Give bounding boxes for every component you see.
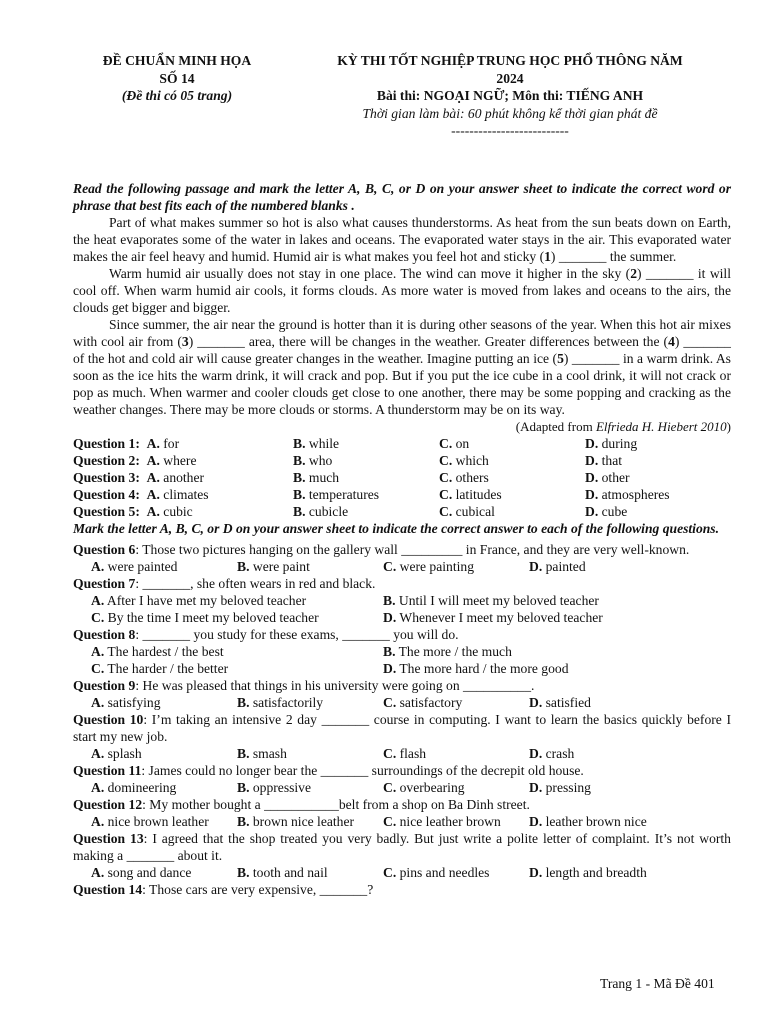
question-8-options-row1 [73, 643, 731, 660]
option-letter: B. [383, 593, 396, 608]
exam-subject: Bài thi: NGOẠI NGỮ; Môn thi: TIẾNG ANH [376, 88, 644, 103]
passage-source [73, 418, 731, 435]
section1-instruction: Read the following passage and mark the letter A, B, C, or D on your answer sheet to indicate the correct word or phrase that best fits each of the numbered blanks . [73, 181, 731, 213]
question-12 [73, 796, 731, 813]
option-c[interactable]: latitudes [455, 487, 502, 502]
option-letter: D. [529, 695, 543, 710]
option-c[interactable]: flash [399, 746, 427, 761]
question-10 [73, 711, 731, 745]
exam-set-title: ĐỀ CHUẨN MINH HỌA [102, 53, 252, 68]
exam-content [73, 180, 731, 898]
option-a[interactable]: where [163, 453, 197, 468]
page-footer: Trang 1 - Mã Đề 401 [600, 976, 715, 991]
exam-set-number: SỐ 14 [159, 70, 195, 86]
blank-number: 4 [668, 334, 675, 349]
option-a[interactable]: cubic [163, 504, 193, 519]
question-1: Question 1: A. for B. while C. on D. during [73, 436, 638, 451]
option-d[interactable]: cube [601, 504, 628, 519]
option-letter: C. [383, 865, 397, 880]
questions-1-5 [73, 435, 731, 520]
question-11-options [73, 779, 731, 796]
passage-text: Since summer, the air near the ground is hotter than it is during other seasons of the year. When this hot air mixes with cool air from ( [73, 317, 731, 349]
passage-text: Warm humid air usually does not stay in one place. The wind can move it higher in the sky ( [109, 266, 631, 281]
option-c[interactable]: The harder / the better [107, 661, 229, 676]
option-letter: C. [383, 814, 397, 829]
option-b[interactable]: who [308, 453, 333, 468]
option-letter: A. [146, 453, 160, 468]
exam-title: KỲ THI TỐT NGHIỆP TRUNG HỌC PHỔ THÔNG NĂM [337, 53, 683, 68]
option-letter: B. [237, 746, 250, 761]
option-letter: D. [383, 610, 397, 625]
option-letter: A. [91, 593, 105, 608]
passage-text: ) _______ in a warm drink. As soon as the ice hits the warm drink, it will crack and pop. But if you put the ice cube in a cool drink, it will not crack or pop as much. When warmer and cooler clouds get close to one another, there may be some popping and cracking as the weather changes. There may be more clouds or storms. A thunderstorm may be on its way. [73, 351, 731, 417]
question-label: Question 12 [73, 797, 143, 812]
question-5: Question 5: A. cubic B. cubicle C. cubical D. cube [73, 504, 628, 519]
option-d[interactable]: satisfied [545, 695, 591, 710]
question-stem: : Those two pictures hanging on the gallery wall _________ in France, and they are very well-known. [135, 542, 690, 557]
option-letter: B. [237, 865, 250, 880]
option-d[interactable]: other [601, 470, 630, 485]
option-b[interactable]: The more / the much [398, 644, 512, 659]
option-b[interactable]: while [308, 436, 340, 451]
question-label: Question 11 [73, 763, 142, 778]
question-10-options [73, 745, 731, 762]
question-label: Question 9 [73, 678, 136, 693]
option-letter: C. [383, 746, 397, 761]
option-d[interactable]: pressing [545, 780, 591, 795]
option-letter: B. [293, 504, 306, 519]
option-letter: A. [91, 865, 105, 880]
option-letter: C. [91, 610, 105, 625]
option-d[interactable]: crash [545, 746, 575, 761]
question-label: Question 14 [73, 882, 143, 897]
option-c[interactable]: pins and needles [399, 865, 490, 880]
passage-text: ) _______ of the hot and cold air will cause greater changes in the weather. Imagine putting an ice ( [73, 334, 731, 366]
option-letter: B. [237, 780, 250, 795]
question-label: Question 10 [73, 712, 144, 727]
option-letter: C. [91, 661, 105, 676]
section2-instruction: Mark the letter A, B, C, or D on your answer sheet to indicate the correct answer to each of the following questions. [73, 521, 719, 536]
option-d[interactable]: length and breadth [545, 865, 647, 880]
question-8-options-row2 [73, 660, 731, 677]
option-letter: B. [383, 644, 396, 659]
passage-text: ) _______ the summer. [550, 249, 677, 264]
source-suffix: ) [726, 419, 731, 434]
option-b[interactable]: much [308, 470, 340, 485]
question-stem: : My mother bought a ___________belt from a shop on Ba Dinh street. [142, 797, 530, 812]
option-letter: D. [529, 559, 543, 574]
question-stem: : James could no longer bear the _______ surroundings of the decrepit old house. [141, 763, 584, 778]
question-9-options [73, 694, 731, 711]
question-9 [73, 677, 731, 694]
question-label: Question 3 [73, 470, 136, 485]
option-letter: A. [146, 487, 160, 502]
option-letter: C. [439, 487, 453, 502]
option-d[interactable]: Whenever I meet my beloved teacher [399, 610, 603, 625]
option-c[interactable]: on [455, 436, 470, 451]
exam-duration: Thời gian làm bài: 60 phút không kể thời gian phát đề [362, 105, 658, 121]
option-letter: A. [91, 814, 105, 829]
question-label: Question 2 [73, 453, 136, 468]
option-letter: D. [585, 487, 599, 502]
option-a[interactable]: splash [107, 746, 142, 761]
option-b[interactable]: satisfactorily [252, 695, 324, 710]
blank-number: 5 [557, 351, 564, 366]
option-letter: B. [237, 695, 250, 710]
option-a[interactable]: climates [163, 487, 209, 502]
option-letter: D. [585, 470, 599, 485]
header-divider: -------------------------- [451, 123, 569, 138]
passage-text: ) _______ area, there will be changes in the weather. Greater differences between the ( [188, 334, 669, 349]
option-b[interactable]: smash [252, 746, 287, 761]
option-a[interactable]: for [163, 436, 180, 451]
question-11 [73, 762, 731, 779]
option-letter: C. [383, 559, 397, 574]
option-letter: B. [293, 470, 306, 485]
option-c[interactable]: overbearing [399, 780, 465, 795]
option-c[interactable]: were painting [399, 559, 474, 574]
option-letter: D. [529, 780, 543, 795]
option-letter: A. [91, 746, 105, 761]
option-d[interactable]: during [601, 436, 638, 451]
question-6 [73, 541, 731, 558]
option-letter: B. [293, 436, 306, 451]
question-stem: : _______ you study for these exams, _______ you will do. [135, 627, 459, 642]
option-b[interactable]: tooth and nail [252, 865, 328, 880]
option-a[interactable]: nice brown leather [107, 814, 209, 829]
option-letter: A. [91, 644, 105, 659]
option-b[interactable]: brown nice leather [252, 814, 355, 829]
question-stem: : I agreed that the shop treated you very badly. But just write a polite letter of complaint. It’s not worth making a _______ about it. [73, 831, 731, 863]
option-letter: C. [383, 695, 397, 710]
option-letter: D. [529, 746, 543, 761]
option-letter: D. [529, 814, 543, 829]
blank-number: 2 [630, 266, 637, 281]
option-d[interactable]: The more hard / the more good [399, 661, 569, 676]
option-letter: C. [439, 453, 453, 468]
option-d[interactable]: that [601, 453, 623, 468]
blank-number: 3 [181, 334, 189, 349]
option-letter: A. [146, 436, 160, 451]
question-7-options-row1 [73, 592, 731, 609]
passage-paragraph-2 [73, 265, 731, 316]
question-6-options [73, 558, 731, 575]
option-letter: B. [293, 487, 306, 502]
question-7-options-row2 [73, 609, 731, 626]
option-d[interactable]: atmospheres [601, 487, 670, 502]
option-letter: A. [91, 559, 105, 574]
option-a[interactable]: another [163, 470, 205, 485]
option-letter: A. [146, 504, 160, 519]
question-3: Question 3: A. another B. much C. others D. other [73, 470, 630, 485]
question-4: Question 4: A. climates B. temperatures C. latitudes D. atmospheres [73, 487, 670, 502]
option-letter: D. [383, 661, 397, 676]
question-label: Question 5 [73, 504, 136, 519]
option-c[interactable]: satisfactory [399, 695, 463, 710]
option-a[interactable]: satisfying [107, 695, 161, 710]
question-stem: : I’m taking an intensive 2 day _______ course in computing. I want to learn the basics quickly before I start my new job. [73, 712, 731, 744]
question-stem: : He was pleased that things in his university were going on __________. [135, 678, 535, 693]
option-c[interactable]: which [455, 453, 489, 468]
option-letter: D. [529, 865, 543, 880]
question-label: Question 6 [73, 542, 136, 557]
blank-number: 1 [544, 249, 551, 264]
option-letter: A. [146, 470, 160, 485]
option-letter: D. [585, 436, 599, 451]
option-letter: C. [439, 504, 453, 519]
option-d[interactable]: painted [545, 559, 586, 574]
option-letter: B. [237, 814, 250, 829]
option-b[interactable]: Until I will meet my beloved teacher [398, 593, 599, 608]
option-c[interactable]: cubical [455, 504, 495, 519]
question-label: Question 7 [73, 576, 136, 591]
option-c[interactable]: others [455, 470, 489, 485]
question-7 [73, 575, 731, 592]
question-2: Question 2: A. where B. who C. which D. that [73, 453, 623, 468]
header-right [306, 52, 714, 140]
option-b[interactable]: oppressive [252, 780, 312, 795]
option-letter: D. [585, 504, 599, 519]
question-8 [73, 626, 731, 643]
option-a[interactable]: After I have met my beloved teacher [106, 593, 307, 608]
option-b[interactable]: temperatures [308, 487, 380, 502]
question-stem: : _______, she often wears in red and black. [135, 576, 376, 591]
question-13-options [73, 864, 731, 881]
question-12-options [73, 813, 731, 830]
option-letter: A. [91, 695, 105, 710]
source-prefix: (Adapted from [515, 419, 596, 434]
question-stem: : Those cars are very expensive, _______? [142, 882, 374, 897]
option-letter: B. [293, 453, 306, 468]
option-letter: D. [585, 453, 599, 468]
exam-year: 2024 [496, 70, 524, 86]
question-label: Question 8 [73, 627, 136, 642]
passage-text: Part of what makes summer so hot is also what causes thunderstorms. As heat from the sun beats down on Earth, the heat evaporates some of the water in lakes and oceans. The evaporated water stays in the air. This evaporated water makes the air feel heavy and humid. Humid air is what makes you feel hot and sticky ( [73, 215, 731, 264]
question-label: Question 1 [73, 436, 136, 451]
option-a[interactable]: domineering [107, 780, 177, 795]
option-a[interactable]: The hardest / the best [107, 644, 224, 659]
passage-text: ) _______ it will cool off. When warm humid air cools, it forms clouds. As more water is moved from lakes and oceans to the airs, the clouds get bigger and bigger. [73, 266, 731, 315]
option-b[interactable]: cubicle [308, 504, 349, 519]
option-letter: C. [439, 436, 453, 451]
option-a[interactable]: were painted [107, 559, 178, 574]
passage-paragraph-1 [73, 214, 731, 265]
page-count-note: (Đề thi có 05 trang) [121, 88, 233, 103]
question-label: Question 4 [73, 487, 136, 502]
option-letter: C. [383, 780, 397, 795]
option-b[interactable]: were paint [252, 559, 310, 574]
header-left [72, 52, 282, 105]
option-c[interactable]: By the time I meet my beloved teacher [107, 610, 319, 625]
option-a[interactable]: song and dance [107, 865, 192, 880]
option-c[interactable]: nice leather brown [399, 814, 501, 829]
source-author: Elfrieda H. Hiebert 2010 [595, 419, 727, 434]
option-letter: C. [439, 470, 453, 485]
option-d[interactable]: leather brown nice [545, 814, 647, 829]
option-letter: B. [237, 559, 250, 574]
question-14 [73, 881, 731, 898]
passage-paragraph-3 [73, 316, 731, 418]
question-label: Question 13 [73, 831, 144, 846]
option-letter: A. [91, 780, 105, 795]
question-13 [73, 830, 731, 864]
